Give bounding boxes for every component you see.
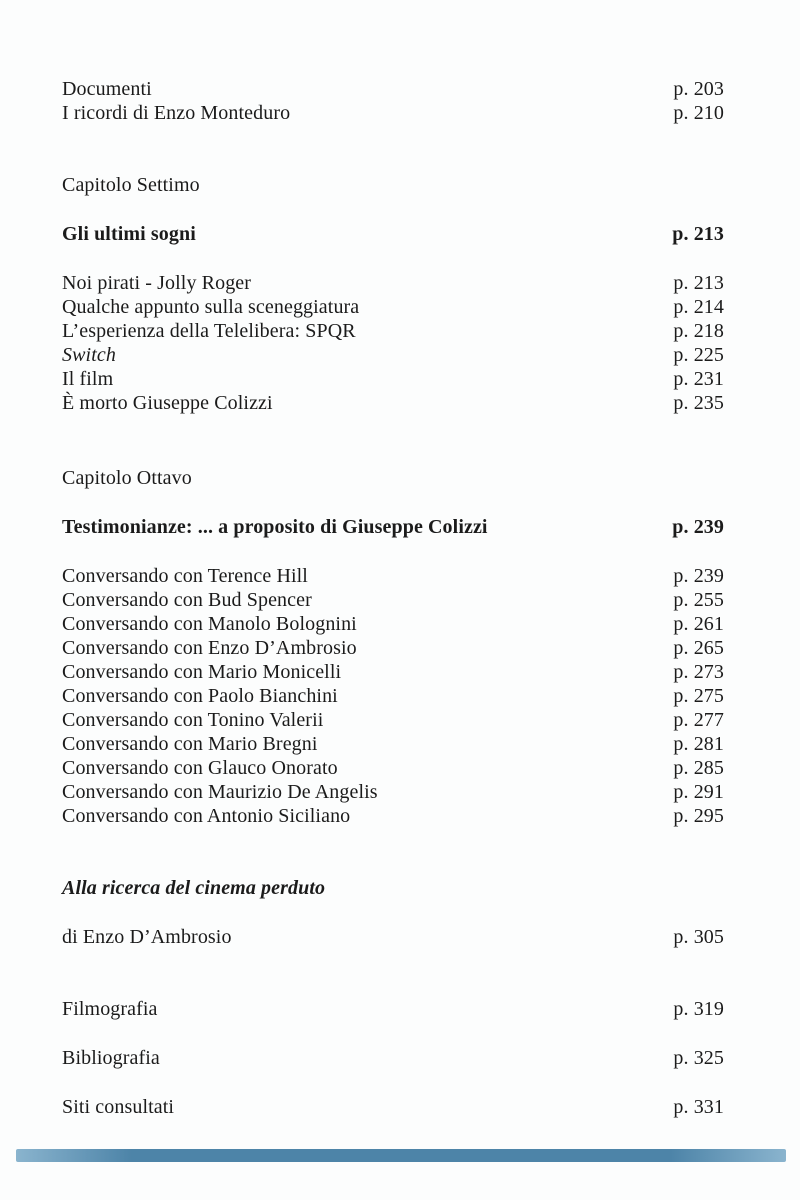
toc-entry-page-number: p. 265: [673, 637, 724, 659]
toc-entry-title: Il film: [62, 368, 114, 390]
toc-entry-page-number: p. 214: [673, 296, 724, 318]
toc-entry: [62, 636, 724, 660]
toc-entry-title: Conversando con Paolo Bianchini: [62, 685, 338, 707]
toc-block: [62, 515, 724, 539]
toc-entry-page-number: p. 203: [673, 78, 724, 100]
toc-entry: [62, 77, 724, 101]
toc-block: [62, 1046, 724, 1070]
toc-entry-page-number: p. 305: [673, 926, 724, 948]
toc-entry-page-number: p. 213: [673, 272, 724, 294]
chapter-title-row: [62, 876, 724, 900]
toc-block: [62, 925, 724, 949]
toc-block: [62, 271, 724, 415]
toc-entry: [62, 780, 724, 804]
toc-entry-title: Conversando con Bud Spencer: [62, 589, 312, 611]
toc-entry-title: Siti consultati: [62, 1096, 175, 1118]
toc-entry: [62, 756, 724, 780]
toc-block: [62, 466, 724, 490]
toc-entry-title: Capitolo Ottavo: [62, 467, 192, 489]
chapter-kicker: [62, 173, 724, 197]
toc-entry-page-number: p. 225: [673, 344, 724, 366]
toc-entry-title: Conversando con Terence Hill: [62, 565, 308, 587]
toc-entry-page-number: p. 275: [673, 685, 724, 707]
toc-entry-title: di Enzo D’Ambrosio: [62, 926, 232, 948]
toc-entry-page-number: p. 331: [673, 1096, 724, 1118]
toc-entry: [62, 997, 724, 1021]
toc-entry-page-number: p. 255: [673, 589, 724, 611]
chapter-title-row: [62, 515, 724, 539]
toc-entry-title: Qualche appunto sulla sceneggiatura: [62, 296, 360, 318]
toc-entry-title: Conversando con Antonio Siciliano: [62, 805, 351, 827]
toc-entry-page-number: p. 231: [673, 368, 724, 390]
toc-entry: [62, 660, 724, 684]
toc-entry: [62, 1095, 724, 1119]
toc-entry-title: Conversando con Maurizio De Angelis: [62, 781, 378, 803]
toc-entry-page-number: p. 239: [673, 565, 724, 587]
toc-entry: [62, 295, 724, 319]
toc-entry-page-number: p. 218: [673, 320, 724, 342]
toc-block: [62, 564, 724, 828]
toc-entry: [62, 588, 724, 612]
toc-entry-title: Bibliografia: [62, 1047, 160, 1069]
toc-block: [62, 173, 724, 197]
toc-entry-title: Switch: [62, 344, 116, 366]
toc-entry-title: Conversando con Enzo D’Ambrosio: [62, 637, 357, 659]
toc-entry: [62, 319, 724, 343]
toc-entry-page-number: p. 291: [673, 781, 724, 803]
toc-entry-title: Conversando con Mario Monicelli: [62, 661, 342, 683]
chapter-kicker: [62, 466, 724, 490]
toc-entry: [62, 612, 724, 636]
scan-edge-artifact: [16, 1149, 786, 1162]
toc-entry-title: Conversando con Mario Bregni: [62, 733, 318, 755]
toc-entry: [62, 101, 724, 125]
toc-entry: [62, 684, 724, 708]
toc-entry: [62, 708, 724, 732]
toc-entry-page-number: p. 295: [673, 805, 724, 827]
toc-entry: [62, 732, 724, 756]
toc-entry-page-number: p. 261: [673, 613, 724, 635]
toc-entry-title: Testimonianze: ... a proposito di Giuseppe Colizzi: [62, 516, 488, 538]
toc-entry: [62, 271, 724, 295]
toc-entry-title: I ricordi di Enzo Monteduro: [62, 102, 291, 124]
toc-entry-title: Documenti: [62, 78, 152, 100]
toc-entry-title: Capitolo Settimo: [62, 174, 200, 196]
toc-entry-title: Alla ricerca del cinema perduto: [62, 877, 326, 899]
toc-block: [62, 222, 724, 246]
toc-entry-title: Gli ultimi sogni: [62, 223, 196, 245]
toc-entry: [62, 564, 724, 588]
toc-entry-page-number: p. 273: [673, 661, 724, 683]
toc-entry-page-number: p. 285: [673, 757, 724, 779]
toc-entry-title: Filmografia: [62, 998, 158, 1020]
toc-entry-page-number: p. 281: [673, 733, 724, 755]
toc-entry-page-number: p. 239: [672, 516, 724, 538]
toc-entry-title: Conversando con Glauco Onorato: [62, 757, 338, 779]
toc-entry: [62, 1046, 724, 1070]
toc-entry-title: Conversando con Tonino Valerii: [62, 709, 324, 731]
chapter-title-row: [62, 222, 724, 246]
toc-entry-page-number: p. 277: [673, 709, 724, 731]
toc-entry-page-number: p. 235: [673, 392, 724, 414]
toc-entry: [62, 343, 724, 367]
toc-entry-page-number: p. 325: [673, 1047, 724, 1069]
toc-entry: [62, 367, 724, 391]
toc-entry-page-number: p. 319: [673, 998, 724, 1020]
toc-block: [62, 876, 724, 900]
toc-entry-title: È morto Giuseppe Colizzi: [62, 392, 273, 414]
toc-block: [62, 77, 724, 125]
toc-entry: [62, 925, 724, 949]
toc-entry: [62, 804, 724, 828]
toc-entry-page-number: p. 213: [672, 223, 724, 245]
toc-entry-page-number: p. 210: [673, 102, 724, 124]
toc-entry-title: Noi pirati - Jolly Roger: [62, 272, 252, 294]
toc-list: [62, 77, 724, 1119]
toc-entry-title: L’esperienza della Telelibera: SPQR: [62, 320, 356, 342]
toc-block: [62, 1095, 724, 1119]
toc-entry: [62, 391, 724, 415]
toc-entry-title: Conversando con Manolo Bolognini: [62, 613, 357, 635]
toc-block: [62, 997, 724, 1021]
